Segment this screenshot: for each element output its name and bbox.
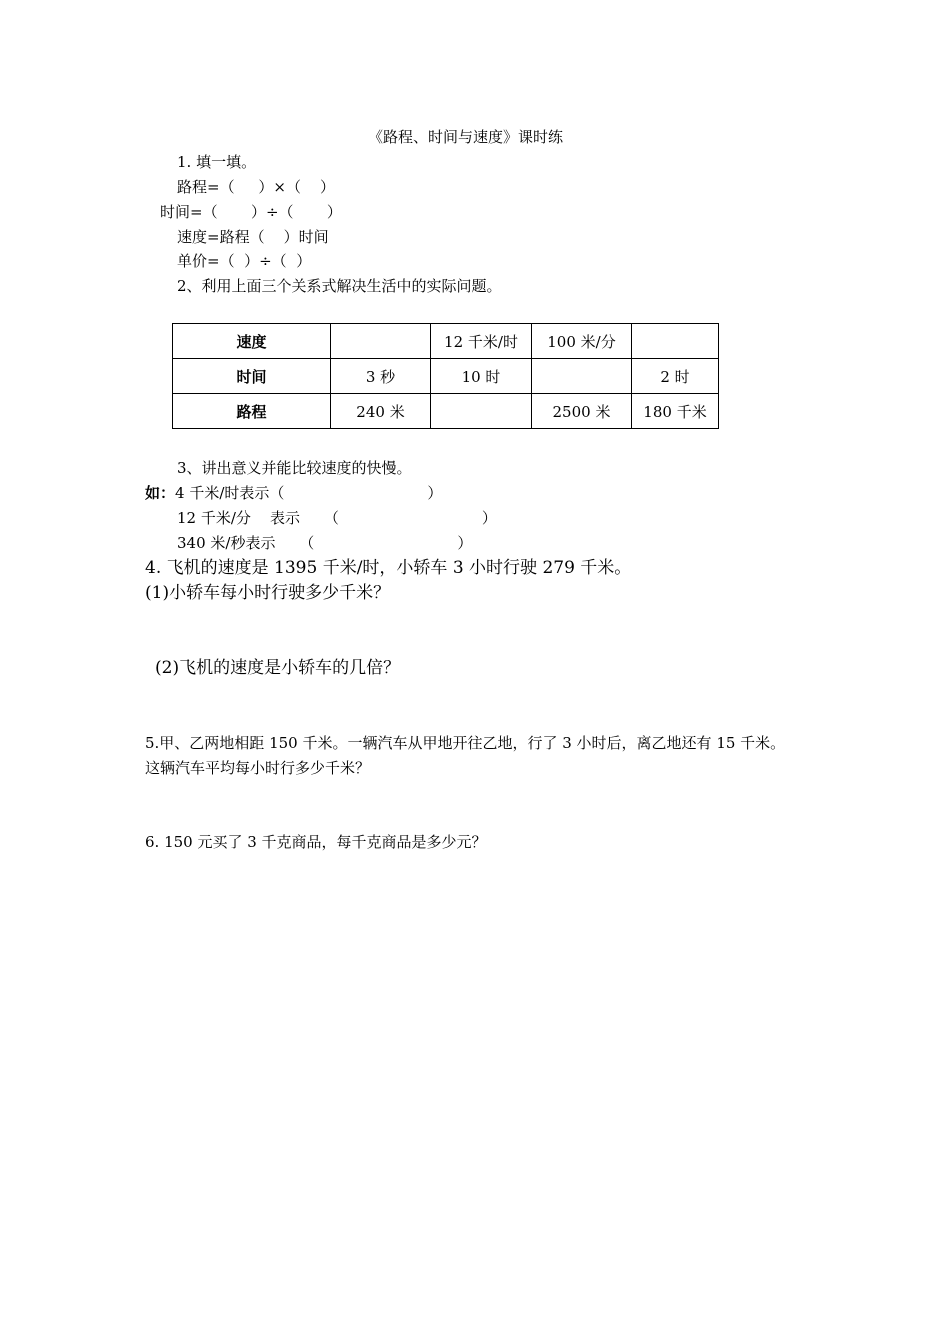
q4-sub1: (1)小轿车每小时行驶多少千米？ xyxy=(145,583,391,603)
table-cell: 3 秒 xyxy=(331,359,431,394)
row-label-time: 时间 xyxy=(173,359,331,394)
q4-sub2: (2)飞机的速度是小轿车的几倍？ xyxy=(155,658,401,678)
table-cell: 240 米 xyxy=(331,394,431,429)
q2-heading: 2、利用上面三个关系式解决生活中的实际问题。 xyxy=(177,277,502,295)
table-cell xyxy=(532,359,632,394)
q5-line1: 5.甲、乙两地相距 150 千米。一辆汽车从甲地开往乙地，行了 3 小时后，离乙地还有 15 千米。 xyxy=(145,734,786,752)
q4-heading: 4. 飞机的速度是 1395 千米/时，小轿车 3 小时行驶 279 千米。 xyxy=(145,558,632,578)
q1-line-time: 时间=（ ）÷（ ） xyxy=(160,203,342,221)
q6-text: 6. 150 元买了 3 千克商品，每千克商品是多少元？ xyxy=(145,833,487,851)
speed-time-distance-table xyxy=(172,323,719,429)
q3-example-text: 4 千米/时表示（ ） xyxy=(175,484,443,502)
table-row xyxy=(173,359,719,394)
page-title: 《路程、时间与速度》课时练 xyxy=(368,128,564,146)
q1-line-distance: 路程=（ ）×（ ） xyxy=(177,178,336,196)
row-label-distance: 路程 xyxy=(173,394,331,429)
table-cell: 10 时 xyxy=(431,359,532,394)
table-row xyxy=(173,394,719,429)
table-cell: 2 时 xyxy=(632,359,719,394)
table-cell: 180 千米 xyxy=(632,394,719,429)
q3-line-12km: 12 千米/分 表示 （ ） xyxy=(177,509,497,527)
q3-line-340m: 340 米/秒表示 （ ） xyxy=(177,534,473,552)
q1-line-speed: 速度=路程（ ）时间 xyxy=(177,228,329,246)
table-cell xyxy=(431,394,532,429)
q1-line-unit-price: 单价=（ ）÷（ ） xyxy=(177,252,312,270)
table-row xyxy=(173,324,719,359)
table-cell xyxy=(331,324,431,359)
row-label-speed: 速度 xyxy=(173,324,331,359)
q3-heading: 3、讲出意义并能比较速度的快慢。 xyxy=(177,459,412,477)
table-cell: 2500 米 xyxy=(532,394,632,429)
table-cell: 12 千米/时 xyxy=(431,324,532,359)
q3-example-prefix: 如： xyxy=(145,484,176,502)
q3-example xyxy=(145,483,442,503)
table-cell xyxy=(632,324,719,359)
q5-line2: 这辆汽车平均每小时行多少千米？ xyxy=(145,759,371,777)
table-cell: 100 米/分 xyxy=(532,324,632,359)
q1-heading: 1. 填一填。 xyxy=(177,153,257,171)
